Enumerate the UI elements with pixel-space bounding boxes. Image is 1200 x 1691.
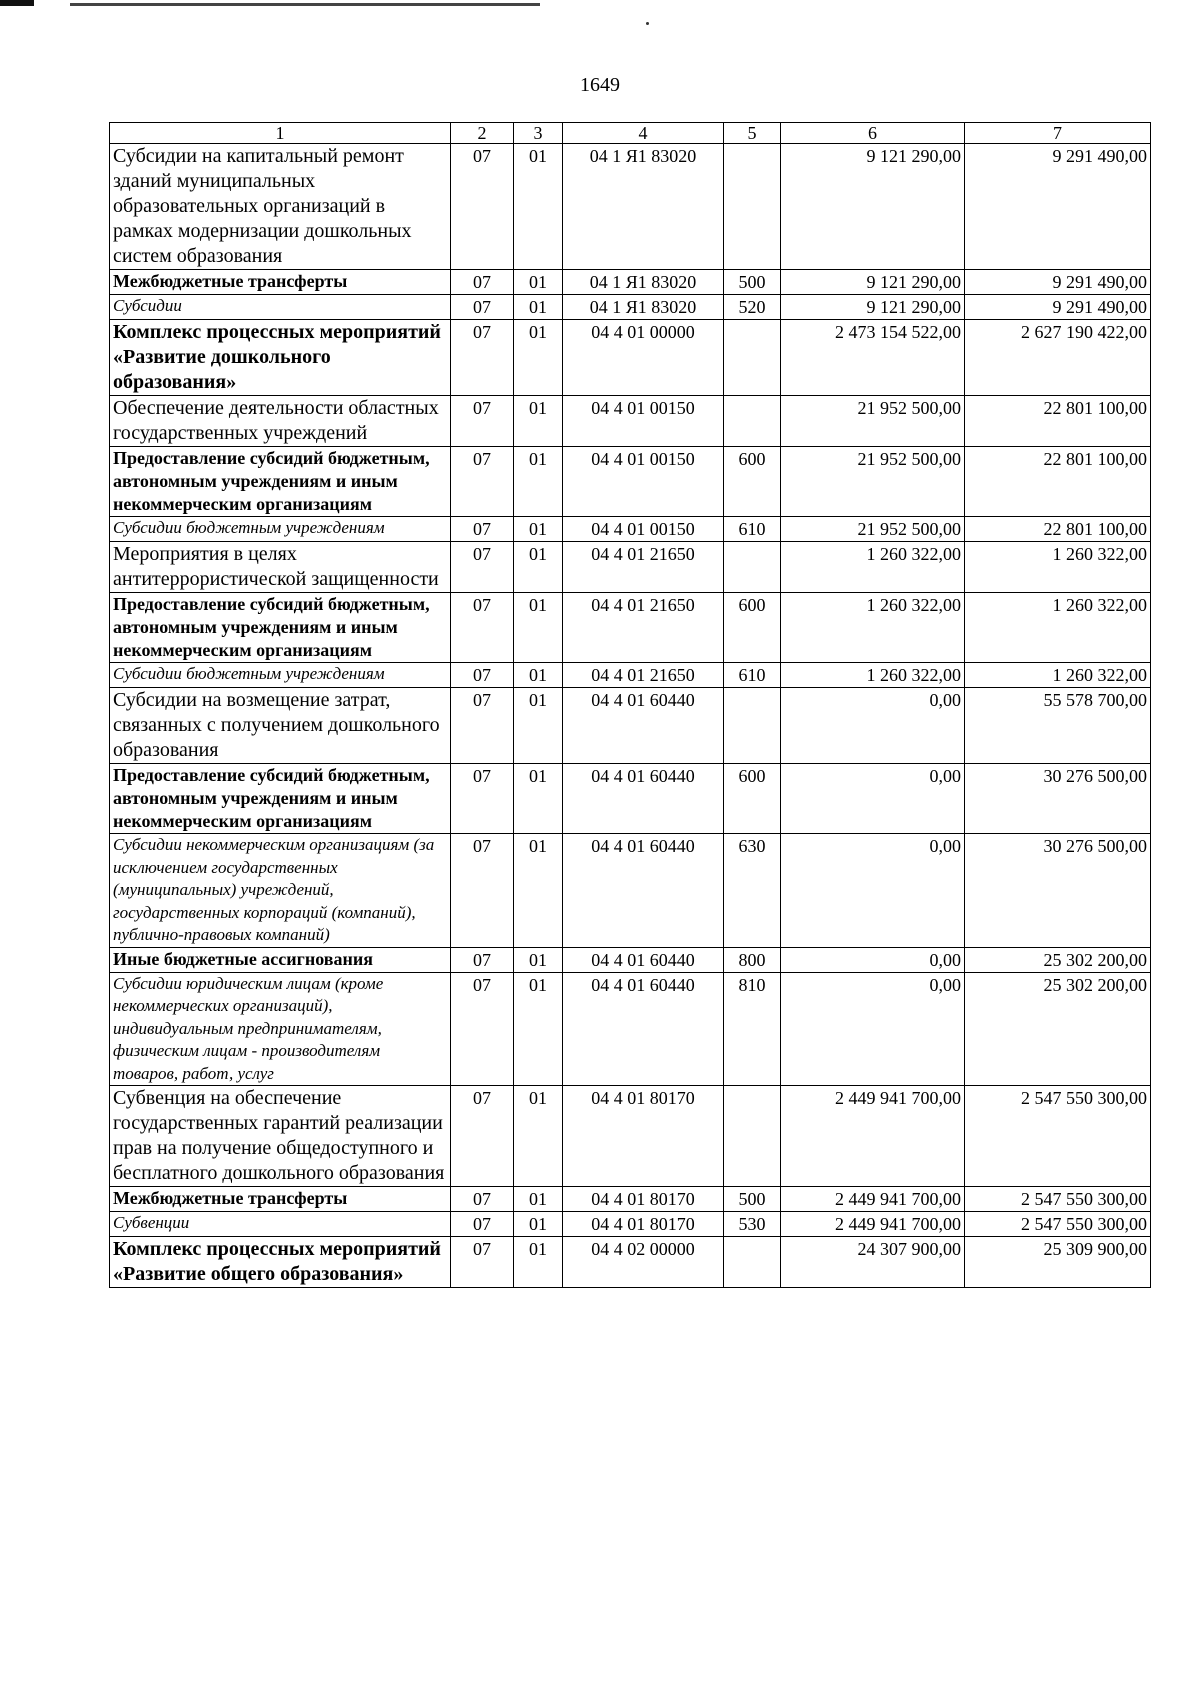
amount-year1-cell: 1 260 322,00 <box>781 593 965 663</box>
subsection-code-cell: 01 <box>514 447 563 517</box>
table-row <box>110 593 1151 663</box>
target-article-cell: 04 1 Я1 83020 <box>563 144 724 270</box>
expense-name-cell: Межбюджетные трансферты <box>110 270 451 295</box>
expense-name-cell: Предоставление субсидий бюджетным, автономным учреждениям и иным некоммерческим организациям <box>110 447 451 517</box>
amount-year2-cell: 25 302 200,00 <box>965 947 1151 972</box>
amount-year2-cell: 9 291 490,00 <box>965 270 1151 295</box>
expense-type-cell <box>724 542 781 593</box>
subsection-code-cell: 01 <box>514 972 563 1086</box>
subsection-code-cell: 01 <box>514 295 563 320</box>
subsection-code-cell: 01 <box>514 517 563 542</box>
section-code-cell: 07 <box>451 947 514 972</box>
column-header: 1 <box>110 123 451 144</box>
amount-year1-cell: 0,00 <box>781 764 965 834</box>
amount-year1-cell: 21 952 500,00 <box>781 396 965 447</box>
table-row <box>110 1212 1151 1237</box>
amount-year2-cell: 9 291 490,00 <box>965 144 1151 270</box>
amount-year2-cell: 25 309 900,00 <box>965 1237 1151 1288</box>
amount-year2-cell: 1 260 322,00 <box>965 542 1151 593</box>
target-article-cell: 04 4 01 21650 <box>563 593 724 663</box>
amount-year2-cell: 22 801 100,00 <box>965 396 1151 447</box>
section-code-cell: 07 <box>451 270 514 295</box>
section-code-cell: 07 <box>451 320 514 396</box>
amount-year1-cell: 1 260 322,00 <box>781 542 965 593</box>
table-row <box>110 542 1151 593</box>
amount-year1-cell: 9 121 290,00 <box>781 295 965 320</box>
target-article-cell: 04 4 01 60440 <box>563 947 724 972</box>
amount-year2-cell: 25 302 200,00 <box>965 972 1151 1086</box>
section-code-cell: 07 <box>451 517 514 542</box>
subsection-code-cell: 01 <box>514 1187 563 1212</box>
expense-name-cell: Комплекс процессных мероприятий «Развитие дошкольного образования» <box>110 320 451 396</box>
expense-type-cell <box>724 1237 781 1288</box>
subsection-code-cell: 01 <box>514 834 563 948</box>
expense-name-cell: Комплекс процессных мероприятий «Развитие общего образования» <box>110 1237 451 1288</box>
section-code-cell: 07 <box>451 295 514 320</box>
amount-year2-cell: 30 276 500,00 <box>965 764 1151 834</box>
scan-edge-mark <box>0 0 34 6</box>
amount-year2-cell: 55 578 700,00 <box>965 688 1151 764</box>
header-row <box>110 123 1151 144</box>
expense-type-cell: 810 <box>724 972 781 1086</box>
target-article-cell: 04 4 01 00000 <box>563 320 724 396</box>
amount-year1-cell: 0,00 <box>781 834 965 948</box>
expense-name-cell: Субвенции <box>110 1212 451 1237</box>
expense-type-cell: 610 <box>724 517 781 542</box>
section-code-cell: 07 <box>451 663 514 688</box>
amount-year1-cell: 0,00 <box>781 688 965 764</box>
section-code-cell: 07 <box>451 1187 514 1212</box>
amount-year2-cell: 1 260 322,00 <box>965 663 1151 688</box>
subsection-code-cell: 01 <box>514 542 563 593</box>
target-article-cell: 04 4 01 60440 <box>563 972 724 1086</box>
subsection-code-cell: 01 <box>514 947 563 972</box>
amount-year2-cell: 22 801 100,00 <box>965 517 1151 542</box>
expense-type-cell: 530 <box>724 1212 781 1237</box>
budget-table <box>109 122 1151 1288</box>
section-code-cell: 07 <box>451 144 514 270</box>
target-article-cell: 04 4 01 60440 <box>563 834 724 948</box>
expense-name-cell: Предоставление субсидий бюджетным, автономным учреждениям и иным некоммерческим организациям <box>110 764 451 834</box>
target-article-cell: 04 1 Я1 83020 <box>563 270 724 295</box>
expense-name-cell: Межбюджетные трансферты <box>110 1187 451 1212</box>
subsection-code-cell: 01 <box>514 1086 563 1187</box>
amount-year2-cell: 30 276 500,00 <box>965 834 1151 948</box>
table-row <box>110 270 1151 295</box>
expense-name-cell: Субсидии юридическим лицам (кроме некоммерческих организаций), индивидуальным предпринимателям, физическим лицам - производителям товаров, работ, услуг <box>110 972 451 1086</box>
amount-year1-cell: 2 449 941 700,00 <box>781 1086 965 1187</box>
amount-year1-cell: 0,00 <box>781 972 965 1086</box>
column-header: 3 <box>514 123 563 144</box>
subsection-code-cell: 01 <box>514 1237 563 1288</box>
target-article-cell: 04 4 01 00150 <box>563 396 724 447</box>
subsection-code-cell: 01 <box>514 663 563 688</box>
expense-name-cell: Субсидии некоммерческим организациям (за исключением государственных (муниципальных) учреждений, государственных корпораций (компаний), публично-правовых компаний) <box>110 834 451 948</box>
column-header: 7 <box>965 123 1151 144</box>
target-article-cell: 04 4 01 21650 <box>563 663 724 688</box>
table-row <box>110 834 1151 948</box>
scan-edge-line <box>70 3 540 6</box>
expense-type-cell: 600 <box>724 764 781 834</box>
expense-type-cell: 520 <box>724 295 781 320</box>
column-header: 4 <box>563 123 724 144</box>
amount-year2-cell: 2 627 190 422,00 <box>965 320 1151 396</box>
target-article-cell: 04 4 01 60440 <box>563 764 724 834</box>
amount-year2-cell: 1 260 322,00 <box>965 593 1151 663</box>
expense-name-cell: Мероприятия в целях антитеррористической защищенности <box>110 542 451 593</box>
target-article-cell: 04 1 Я1 83020 <box>563 295 724 320</box>
amount-year1-cell: 2 449 941 700,00 <box>781 1187 965 1212</box>
subsection-code-cell: 01 <box>514 593 563 663</box>
amount-year2-cell: 2 547 550 300,00 <box>965 1086 1151 1187</box>
target-article-cell: 04 4 01 00150 <box>563 447 724 517</box>
amount-year1-cell: 24 307 900,00 <box>781 1237 965 1288</box>
section-code-cell: 07 <box>451 764 514 834</box>
amount-year1-cell: 0,00 <box>781 947 965 972</box>
expense-type-cell <box>724 688 781 764</box>
expense-name-cell: Обеспечение деятельности областных государственных учреждений <box>110 396 451 447</box>
amount-year1-cell: 2 473 154 522,00 <box>781 320 965 396</box>
expense-name-cell: Субвенция на обеспечение государственных гарантий реализации прав на получение общедоступного и бесплатного дошкольного образования <box>110 1086 451 1187</box>
subsection-code-cell: 01 <box>514 764 563 834</box>
subsection-code-cell: 01 <box>514 270 563 295</box>
page-number: 1649 <box>580 74 620 96</box>
section-code-cell: 07 <box>451 688 514 764</box>
section-code-cell: 07 <box>451 447 514 517</box>
target-article-cell: 04 4 01 60440 <box>563 688 724 764</box>
table-row <box>110 947 1151 972</box>
amount-year2-cell: 2 547 550 300,00 <box>965 1212 1151 1237</box>
column-header: 6 <box>781 123 965 144</box>
section-code-cell: 07 <box>451 1086 514 1187</box>
table-row <box>110 144 1151 270</box>
target-article-cell: 04 4 01 80170 <box>563 1086 724 1187</box>
amount-year2-cell: 22 801 100,00 <box>965 447 1151 517</box>
expense-name-cell: Субсидии бюджетным учреждениям <box>110 517 451 542</box>
section-code-cell: 07 <box>451 834 514 948</box>
subsection-code-cell: 01 <box>514 144 563 270</box>
expense-type-cell: 500 <box>724 270 781 295</box>
expense-type-cell <box>724 320 781 396</box>
table-row <box>110 663 1151 688</box>
section-code-cell: 07 <box>451 1237 514 1288</box>
table-row <box>110 295 1151 320</box>
expense-name-cell: Субсидии <box>110 295 451 320</box>
amount-year1-cell: 21 952 500,00 <box>781 517 965 542</box>
table-row <box>110 447 1151 517</box>
expense-type-cell: 630 <box>724 834 781 948</box>
expense-type-cell: 500 <box>724 1187 781 1212</box>
target-article-cell: 04 4 01 80170 <box>563 1212 724 1237</box>
amount-year1-cell: 9 121 290,00 <box>781 270 965 295</box>
scan-speck <box>646 22 649 25</box>
subsection-code-cell: 01 <box>514 688 563 764</box>
section-code-cell: 07 <box>451 593 514 663</box>
table-body <box>110 144 1151 1288</box>
expense-type-cell: 600 <box>724 447 781 517</box>
table-row <box>110 517 1151 542</box>
expense-type-cell <box>724 1086 781 1187</box>
section-code-cell: 07 <box>451 396 514 447</box>
subsection-code-cell: 01 <box>514 320 563 396</box>
table-row <box>110 1187 1151 1212</box>
column-header: 2 <box>451 123 514 144</box>
column-header: 5 <box>724 123 781 144</box>
amount-year1-cell: 1 260 322,00 <box>781 663 965 688</box>
section-code-cell: 07 <box>451 972 514 1086</box>
table-row <box>110 1237 1151 1288</box>
target-article-cell: 04 4 01 21650 <box>563 542 724 593</box>
subsection-code-cell: 01 <box>514 1212 563 1237</box>
expense-type-cell: 800 <box>724 947 781 972</box>
amount-year1-cell: 21 952 500,00 <box>781 447 965 517</box>
target-article-cell: 04 4 01 00150 <box>563 517 724 542</box>
subsection-code-cell: 01 <box>514 396 563 447</box>
table-row <box>110 396 1151 447</box>
expense-type-cell: 600 <box>724 593 781 663</box>
expense-name-cell: Предоставление субсидий бюджетным, автономным учреждениям и иным некоммерческим организациям <box>110 593 451 663</box>
expense-type-cell <box>724 144 781 270</box>
expense-name-cell: Иные бюджетные ассигнования <box>110 947 451 972</box>
amount-year2-cell: 9 291 490,00 <box>965 295 1151 320</box>
expense-name-cell: Субсидии на капитальный ремонт зданий муниципальных образовательных организаций в рамках модернизации дошкольных систем образования <box>110 144 451 270</box>
amount-year2-cell: 2 547 550 300,00 <box>965 1187 1151 1212</box>
table-row <box>110 1086 1151 1187</box>
table-row <box>110 688 1151 764</box>
expense-name-cell: Субсидии бюджетным учреждениям <box>110 663 451 688</box>
section-code-cell: 07 <box>451 542 514 593</box>
expense-type-cell: 610 <box>724 663 781 688</box>
target-article-cell: 04 4 01 80170 <box>563 1187 724 1212</box>
target-article-cell: 04 4 02 00000 <box>563 1237 724 1288</box>
expense-type-cell <box>724 396 781 447</box>
table-row <box>110 764 1151 834</box>
amount-year1-cell: 2 449 941 700,00 <box>781 1212 965 1237</box>
amount-year1-cell: 9 121 290,00 <box>781 144 965 270</box>
table-row <box>110 972 1151 1086</box>
table-row <box>110 320 1151 396</box>
expense-name-cell: Субсидии на возмещение затрат, связанных с получением дошкольного образования <box>110 688 451 764</box>
section-code-cell: 07 <box>451 1212 514 1237</box>
